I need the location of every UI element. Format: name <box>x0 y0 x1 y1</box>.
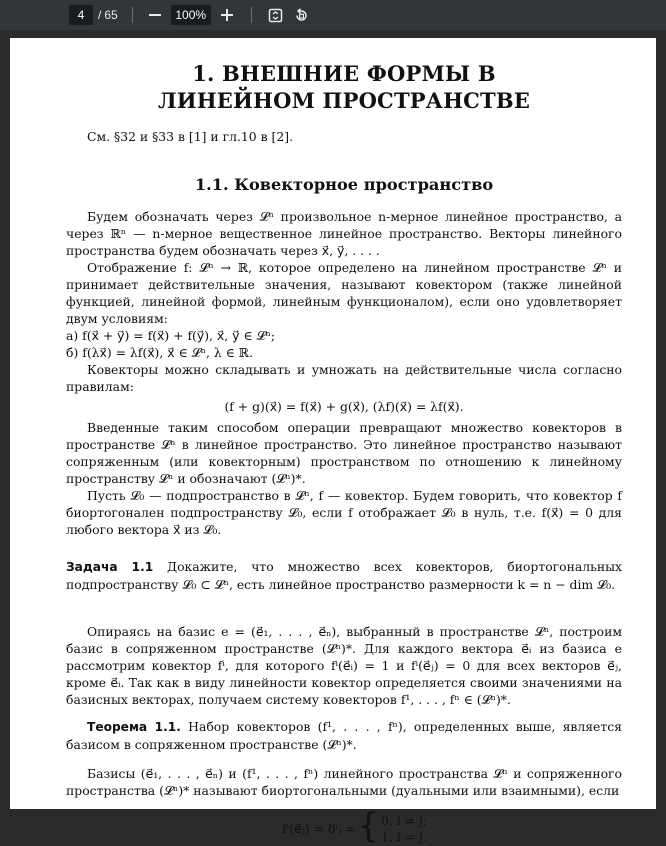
formula-case-1: 0, i ≠ j; <box>381 813 428 828</box>
theorem-1-1 <box>66 718 622 753</box>
condition-a: а) f(x⃗ + y⃗) = f(x⃗) + f(y⃗), x⃗, y⃗ ∈ 𝓛ⁿ; <box>66 328 276 343</box>
formula-case-2: 1, i = j. <box>381 829 427 844</box>
fit-page-icon <box>268 8 283 23</box>
condition-b: б) f(λx⃗) = λf(x⃗), x⃗ ∈ 𝓛ⁿ, λ ∈ ℝ. <box>66 345 254 360</box>
plus-icon <box>221 9 233 21</box>
toolbar-divider <box>132 7 133 23</box>
display-formula: (f + g)(x⃗) = f(x⃗) + g(x⃗), (λf)(x⃗) = λf(x⃗). <box>224 399 464 414</box>
theorem-text: Набор ковекторов (f¹, . . . , fⁿ), определенных выше, является базисом в сопряженном пространстве (𝓛ⁿ)*. <box>66 719 622 752</box>
page-separator: / <box>98 8 102 22</box>
paragraph-2: Отображение f: 𝓛ⁿ → ℝ, которое определено на линейном пространстве 𝓛ⁿ и принимает действительные значения, называют ковектором (также линейной функцией, линейной формой, линейным функционалом), если оно удовлетворяет двум условиям: <box>66 260 622 326</box>
toolbar-divider <box>251 7 252 23</box>
theorem-label: Теорема 1.1. <box>87 720 181 734</box>
task-label: Задача 1.1 <box>66 560 154 574</box>
paragraph-1: Будем обозначать через 𝓛ⁿ произвольное n-мерное линейное пространство, а через ℝⁿ — n-мерное вещественное линейное пространство. Векторы линейного пространства будем обозначать через x⃗, y⃗, . . . . <box>66 209 622 258</box>
paragraph-3: Ковекторы можно складывать и умножать на действительные числа согласно правилам: <box>66 362 622 394</box>
chapter-title-line1: 1. ВНЕШНИЕ ФОРМЫ В <box>192 61 496 86</box>
zoom-out-button[interactable] <box>145 5 165 25</box>
zoom-input[interactable]: 100% <box>171 5 211 25</box>
paragraph-4: Введенные таким способом операции превращают множество ковекторов в пространстве 𝓛ⁿ в линейное пространство. Это линейное пространство называют сопряженным (или ковекторным) пространством по отношению к линейному пространству 𝓛ⁿ и обозначают (𝓛ⁿ)*. <box>66 420 622 486</box>
pdf-toolbar <box>0 0 666 30</box>
page-number-input[interactable]: 4 <box>69 5 93 25</box>
reference-line: См. §32 и §33 в [1] и гл.10 в [2]. <box>87 129 294 144</box>
formula-brace: { <box>357 806 380 846</box>
task-text: Докажите, что множество всех ковекторов, биортогональных подпространству 𝓛₀ ⊂ 𝓛ⁿ, есть линейное пространство размерности k = n − dim 𝓛₀. <box>66 559 623 592</box>
biorthogonal-formula <box>282 806 622 846</box>
page-content <box>66 60 622 845</box>
chapter-title <box>66 60 622 114</box>
formula-lhs: fⁱ(e⃗ⱼ) = δⁱⱼ = <box>282 821 356 836</box>
task-1-1 <box>66 558 622 593</box>
page-total: 65 <box>104 8 118 22</box>
rotate-button[interactable] <box>292 5 312 25</box>
document-page <box>10 38 656 846</box>
paragraph-6: Опираясь на базис e = (e⃗₁, . . . , e⃗ₙ), выбранный в пространстве 𝓛ⁿ, построим базис в сопряженном пространстве (𝓛ⁿ)*. Для каждого вектора e⃗ᵢ из базиса e рассмотрим ковектор fⁱ, для которого fⁱ(e⃗ᵢ) = 1 и fⁱ(e⃗ⱼ) = 0 для всех векторов e⃗ⱼ, кроме e⃗ᵢ. Так как в виду линейности ковектор определяется своими значениями на базисных векторах, получаем систему ковекторов f¹, . . . , fⁿ ∈ (𝓛ⁿ)*. <box>66 624 622 707</box>
rotate-icon <box>294 8 309 23</box>
section-title: 1.1. Ковекторное пространство <box>194 175 494 194</box>
zoom-in-button[interactable] <box>217 5 237 25</box>
chapter-title-line2: ЛИНЕЙНОМ ПРОСТРАНСТВЕ <box>157 88 531 113</box>
paragraph-5: Пусть 𝓛₀ — подпространство в 𝓛ⁿ, f — ковектор. Будем говорить, что ковектор f биортогонален подпространству 𝓛₀, если f отображает 𝓛₀ в нуль, т.е. f(x⃗) = 0 для любого вектора x⃗ из 𝓛₀. <box>66 488 622 537</box>
formula-cases <box>381 811 427 845</box>
fit-page-button[interactable] <box>266 5 286 25</box>
minus-icon <box>149 9 161 21</box>
paragraph-7: Базисы (e⃗₁, . . . , e⃗ₙ) и (f¹, . . . , fⁿ) линейного пространства 𝓛ⁿ и сопряженного пространства (𝓛ⁿ)* называют биортогональными (дуальными или взаимными), если <box>66 766 622 798</box>
